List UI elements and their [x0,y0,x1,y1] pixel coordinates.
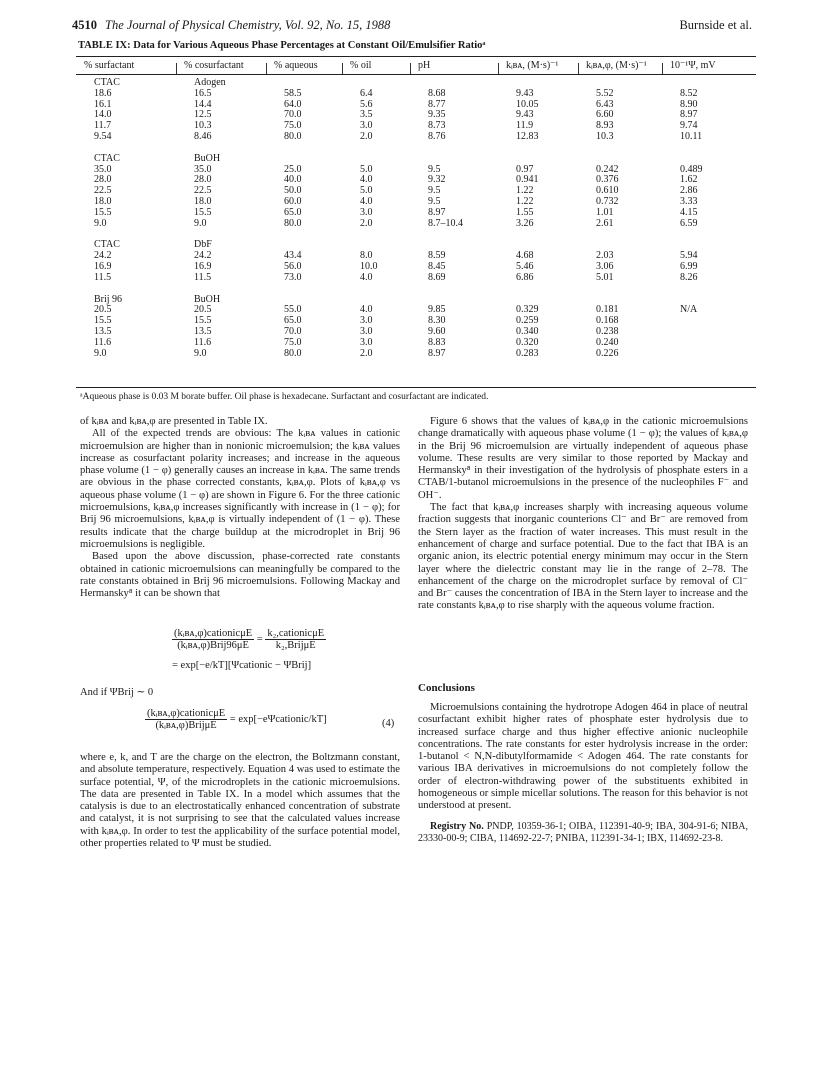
table-header-rule [76,74,756,75]
table-cell: 15.5 [94,315,112,327]
table-cell: 22.5 [194,185,212,197]
table-cell: 12.83 [516,131,539,142]
left-column-top [80,416,400,600]
table-cell: 3.06 [596,261,614,272]
table-cell: 3.5 [360,109,373,121]
table-cell: 6.86 [516,271,534,283]
table-cell: 22.5 [94,185,112,197]
table-cell: 28.0 [94,174,112,186]
eq4-denominator: (kᵢʙᴀ,φ)BrijμE [155,720,217,731]
condition-line: And if ΨBrij ∼ 0 [80,687,154,698]
table-cell: 5.46 [516,261,534,272]
equation-1-line-2: = exp[−e/kT][Ψcationic − ΨBrij] [172,660,312,671]
eq1-rate-denominator: k₂,BrijμE [275,640,316,651]
table-cell: 6.59 [680,217,698,229]
table-cell: 24.2 [94,250,112,262]
registry-paragraph [418,821,748,846]
table-cell: 2.0 [360,347,373,359]
table-cell: CTAC [94,239,120,251]
table-cell: 8.76 [428,131,446,142]
table-cell: 5.52 [596,87,614,99]
table-cell: 1.22 [516,196,534,207]
table-cell: 2.61 [596,217,614,229]
table-cell: 3.0 [360,326,373,337]
table-cell: 2.0 [360,131,373,142]
table-cell: 8.73 [428,120,446,132]
table-cell: 5.6 [360,98,373,110]
table-cell: 5.01 [596,271,614,283]
column-header: 10⁻¹Ψ, mV [670,60,716,71]
table-cell: 8.0 [360,250,373,262]
table-cell: Adogen [194,77,226,88]
table-cell: 3.26 [516,217,534,229]
table-cell: 75.0 [284,336,302,348]
table-cell: BuOH [194,152,221,164]
eq1-denominator: (kᵢʙᴀ,φ)Brij96μE [177,640,249,651]
table-cell: 3.0 [360,315,373,327]
table-cell: 3.0 [360,206,373,218]
left-paragraph-1: of kᵢʙᴀ and kᵢʙᴀ,φ are presented in Table IX. [80,416,268,427]
table-cell: 8.26 [680,271,698,283]
table-cell: 9.74 [680,120,698,132]
table-cell: 15.5 [194,206,212,218]
table-cell: 4.15 [680,206,698,218]
table-cell: 11.7 [94,120,112,132]
table-cell: 2.03 [596,250,614,262]
table-cell: 80.0 [284,217,302,229]
table-cell: 35.0 [94,163,112,175]
table-cell: 4.0 [360,174,373,186]
table-cell: 3.33 [680,196,698,207]
table-cell: 9.0 [194,217,207,229]
author-line: Burnside et al. [679,18,752,32]
table-cell: 20.5 [94,304,112,316]
table-bottom-rule [76,387,756,388]
equation-number: (4) [382,718,395,729]
table-cell: 8.45 [428,261,446,272]
table-cell: 4.0 [360,304,373,316]
table-cell: 8.59 [428,250,446,262]
table-cell: 0.732 [596,196,619,207]
table-cell: 9.5 [428,196,441,207]
table-cell: 13.5 [94,326,112,337]
table-header-row [76,60,756,73]
journal-title: The Journal of Physical Chemistry, Vol. 92, No. 15, 1988 [105,18,391,32]
eq4-numerator: (kᵢʙᴀ,φ)cationicμE [147,708,226,719]
table-cell: 24.2 [194,250,212,262]
table-cell: 8.30 [428,315,446,327]
table-cell: 8.90 [680,98,698,110]
left-paragraph-4: where e, k, and T are the charge on the electron, the Boltzmann constant, and absolute temperature, respectively. Equation 4 was used to estimate the surface potential, Ψ, of the microdroplets in the cationic microemulsions. The data are presented in Table IX. In a model which assumes that the catalysis is due to an electrostatically enhanced concentration of substrate and catalyst, it is not surprising to see that the calculated values increase with kᵢʙᴀ,φ. In order to test the applicability of the surface potential model, other properties related to Ψ must be studied. [80,752,400,850]
table-cell: 10.11 [680,131,703,142]
table-cell: 16.5 [194,87,212,99]
column-header: kᵢʙᴀ,φ, (M·s)⁻¹ [586,60,647,71]
table-cell: 25.0 [284,163,302,175]
table-cell: 55.0 [284,304,302,316]
table-cell: 0.259 [516,315,539,327]
eq1-numerator: (kᵢʙᴀ,φ)cationicμE [174,628,253,639]
table-cell: 15.5 [194,315,212,327]
table-cell: 2.0 [360,217,373,229]
table-cell: 0.376 [596,174,619,186]
table-cell: 50.0 [284,185,302,197]
right-paragraph-2: The fact that kᵢʙᴀ,φ increases sharply with increasing aqueous volume fraction suggests that inorganic counterions Cl⁻ and Br⁻ are removed from the Stern layer as the fraction of water increases. This must result in the enhancement of charge and surface potential. Due to the fact that IBA is an organic anion, its electric potential energy minimum may occur in the Stern layer where the dielectric constant may lie in the range of 2–78. The enhancement of the charge on the microdroplet surface by removal of Cl⁻ and Br⁻ causes the concentration of IBA in the Stern layer to increase and the rate constants kᵢʙᴀ,φ to rise sharply with the aqueous volume fraction. [418,502,748,612]
column-header: pH [418,60,431,71]
table-cell: 60.0 [284,196,302,207]
eq4-rhs: = exp[−eΨcationic/kT] [229,713,327,725]
table-cell: 11.5 [94,271,112,283]
table-cell: BuOH [194,293,221,305]
table-cell: 0.238 [596,326,619,337]
table-cell: 8.77 [428,98,446,110]
table-cell: 0.610 [596,185,619,197]
table-cell: 11.5 [194,271,212,283]
eq1-rate-numerator: k₂,cationicμE [267,628,325,639]
table-cell: 6.4 [360,87,373,99]
table-cell: 2.86 [680,185,698,197]
table-cell: 6.99 [680,261,698,272]
conclusions-heading: Conclusions [418,682,475,694]
table-cell: 40.0 [284,174,302,186]
table-cell: 1.01 [596,206,614,218]
table-cell: 11.6 [194,336,212,348]
table-cell: 16.9 [94,261,112,272]
table-caption: TABLE IX: Data for Various Aqueous Phase Percentages at Constant Oil/Emulsifier Ratioᵃ [78,40,486,51]
registry-label: Registry No. [430,820,484,832]
column-header: % cosurfactant [184,60,244,71]
table-cell: 18.0 [194,196,212,207]
conclusions-paragraph: Microemulsions containing the hydrotrope Adogen 464 in place of neutral cosurfactant exhibit higher rates of phosphate ester hydrolysis due to increased surface charge and thus higher effective anionic nucleophile concentrations. The rate constants for ester hydrolysis increase in the order: 1-butanol < N,N-dibutylformamide < Adogen 464. The rate constants for various IBA derivatives in microemulsions do not completely follow the order of electron-withdrawing power of the substituents exhibited in homogeneous or simple micellar solutions. The reason for this behavior is not understood at present. [418,702,748,812]
table-cell: 70.0 [284,109,302,121]
left-column-bottom [80,752,400,850]
table-cell: 65.0 [284,315,302,327]
table-cell: 0.283 [516,347,539,359]
table-cell: 0.941 [516,174,539,186]
table-cell: 10.0 [360,261,378,272]
table-cell: 9.35 [428,109,446,121]
equation-1: $\frac{\text{(kᵢʙᴀ,φ)cationicμE}}{\text{(kᵢʙᴀ,φ)Brij96μE}}$ = $\frac{\text{k₂,cationicμE}}{\text{k₂,BrijμE}}$ [174,628,325,651]
table-cell: N/A [680,304,698,316]
table-cell: 73.0 [284,271,302,283]
table-cell: 8.69 [428,271,446,283]
table-cell: 9.5 [428,163,441,175]
table-cell: 0.181 [596,304,619,316]
table-cell: Brij 96 [94,293,123,305]
table-cell: 5.0 [360,163,373,175]
table-cell: 12.5 [194,109,212,121]
table-cell: 9.85 [428,304,446,316]
table-cell: 1.62 [680,174,698,186]
table-cell: 0.489 [680,163,703,175]
table-cell: 18.0 [94,196,112,207]
table-cell: 4.68 [516,250,534,262]
table-cell: 15.5 [94,206,112,218]
right-column-bottom [418,702,748,845]
table-cell: 0.97 [516,163,534,175]
table-cell: 18.6 [94,87,112,99]
equation-4 [145,708,327,731]
table-cell: 20.5 [194,304,212,316]
table-cell: 8.83 [428,336,446,348]
table-cell: 10.05 [516,98,539,110]
table-cell: 5.94 [680,250,698,262]
table-cell: 8.7–10.4 [428,217,463,229]
registry-numbers: PNDP, 10359-36-1; OIBA, 112391-40-9; IBA, 304-91-6; NIBA, 23330-00-9; CIBA, 114692-22-7; PNIBA, 112391-34-1; IBX, 114692-23-8. [418,820,749,844]
table-cell: 0.240 [596,336,619,348]
table-cell: 80.0 [284,131,302,142]
table-cell: 8.46 [194,131,212,142]
table-cell: 0.329 [516,304,539,316]
table-cell: 9.54 [94,131,112,142]
table-cell: 56.0 [284,261,302,272]
table-cell: 35.0 [194,163,212,175]
table-cell: DbF [194,239,212,251]
table-top-rule [76,56,756,57]
table-cell: 3.0 [360,120,373,132]
column-header: % oil [350,60,372,71]
table-cell: 58.5 [284,87,302,99]
table-cell: 9.43 [516,109,534,121]
left-paragraph-2: All of the expected trends are obvious: The kᵢʙᴀ values in cationic microemulsion are higher than in nonionic microemulsion; the kᵢʙᴀ values increase as cosurfactant polarity increases; and increase in the aqueous phase volume (1 − φ) generally causes an increase in kᵢʙᴀ. The same trends are obvious in the phase corrected constants, kᵢʙᴀ,φ. Plots of kᵢʙᴀ,φ vs aqueous phase volume (1 − φ) are shown in Figure 6. For the three cationic microemulsions, kᵢʙᴀ,φ increases significantly with increase in (1 − φ); for Brij 96 microemulsions, kᵢʙᴀ,φ is virtually independent of (1 − φ). These results indicate that the charge buildup at the microdroplet in Brij 96 microemulsions is negligible. [80,428,400,550]
table-cell: 3.0 [360,336,373,348]
table-cell: 70.0 [284,326,302,337]
table-cell: 43.4 [284,250,302,262]
right-paragraph-1: Figure 6 shows that the values of kᵢʙᴀ,φ in the cationic microemulsions change dramatically with aqueous phase volume (1 − φ); the values of kᵢʙᴀ,φ in the Brij 96 microemulsion are virtually independent of aqueous phase volume. These results are very similar to those reported by Mackay and Hermansky⁸ in their investigation of the hydrolysis of phosphate esters in a CTAB/1-butanol microemulsions in the presence of the nucleophiles F⁻ and OH⁻. [418,416,748,501]
table-cell: 75.0 [284,120,302,132]
table-cell: 1.55 [516,206,534,218]
table-cell: 14.4 [194,98,212,110]
column-header: % surfactant [84,60,135,71]
table-cell: 0.168 [596,315,619,327]
table-cell: 65.0 [284,206,302,218]
table-cell: 80.0 [284,347,302,359]
table-cell: 14.0 [94,109,112,121]
table-cell: 1.22 [516,185,534,197]
table-cell: 28.0 [194,174,212,186]
table-cell: 4.0 [360,196,373,207]
table-cell: 8.68 [428,87,446,99]
table-cell: 9.0 [194,347,207,359]
table-cell: CTAC [94,77,120,88]
table-footnote: ᵃAqueous phase is 0.03 M borate buffer. Oil phase is hexadecane. Surfactant and cosurfactant are indicated. [80,392,489,402]
table-cell: 10.3 [596,131,614,142]
table-cell: 9.0 [94,347,107,359]
table-cell: 6.60 [596,109,614,121]
table-cell: 5.0 [360,185,373,197]
table-cell: 9.60 [428,326,446,337]
table-cell: 16.1 [94,98,112,110]
table-cell: 9.0 [94,217,107,229]
table-cell: 16.9 [194,261,212,272]
table-cell: 0.320 [516,336,539,348]
right-column-top [418,416,748,613]
table-cell: 0.242 [596,163,619,175]
page-number: 4510 [72,18,97,32]
table-cell: 8.97 [428,206,446,218]
left-paragraph-3: Based upon the above discussion, phase-corrected rate constants obtained in cationic microemulsions can meaningfully be compared to the rate constants obtained in Brij 96 microemulsions. Following Mackay and Hermansky⁸ it can be shown that [80,551,400,600]
table-cell: 4.0 [360,271,373,283]
table-cell: 8.52 [680,87,698,99]
table-cell: 9.43 [516,87,534,99]
table-cell: 8.93 [596,120,614,132]
column-header: % aqueous [274,60,318,71]
table-cell: 9.5 [428,185,441,197]
running-header [72,18,752,36]
table-cell: 6.43 [596,98,614,110]
table-cell: 8.97 [428,347,446,359]
table-cell: 13.5 [194,326,212,337]
table-cell: 11.9 [516,120,534,132]
table-cell: 11.6 [94,336,112,348]
table-cell: CTAC [94,152,120,164]
column-header: kᵢʙᴀ, (M·s)⁻¹ [506,60,559,71]
table-cell: 9.32 [428,174,446,186]
table-cell: 0.226 [596,347,619,359]
table-cell: 64.0 [284,98,302,110]
table-cell: 8.97 [680,109,698,121]
table-cell: 0.340 [516,326,539,337]
table-cell: 10.3 [194,120,212,132]
